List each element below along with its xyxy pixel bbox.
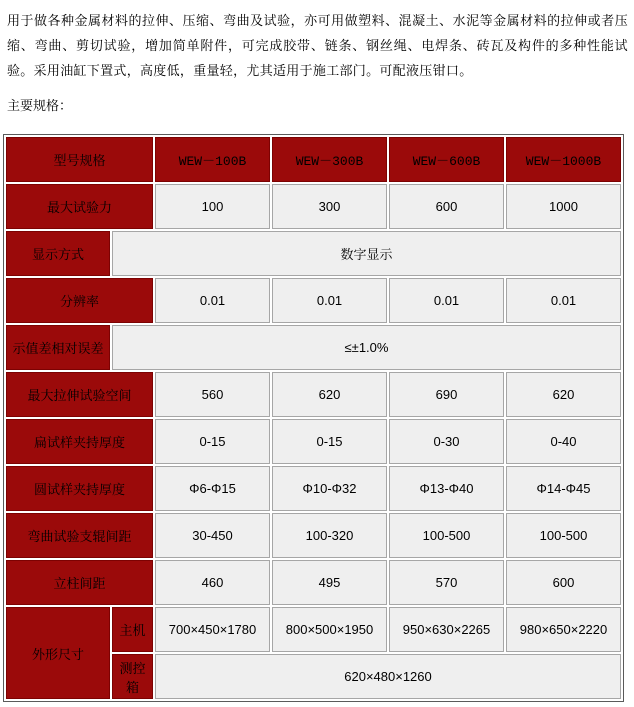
round-specimen-thickness-value: Φ6-Φ15: [155, 466, 270, 511]
row-label-model-spec: 型号规格: [6, 137, 153, 182]
sub-label-main-unit: 主机: [112, 607, 153, 652]
row-label-flat-specimen-thickness: 扁试样夹持厚度: [6, 419, 153, 464]
table-row-resolution: [6, 278, 621, 323]
main-unit-dimensions-value: 980×650×2220: [506, 607, 621, 652]
table-row-relative-error: [6, 325, 621, 370]
resolution-value: 0.01: [389, 278, 504, 323]
model-header-wew-100b: WEW－100B: [155, 137, 270, 182]
relative-error-value: ≤±1.0%: [112, 325, 621, 370]
specifications-table: [3, 134, 624, 702]
round-specimen-thickness-value: Φ14-Φ45: [506, 466, 621, 511]
table-row-column-spacing: [6, 560, 621, 605]
section-title-main-specs: 主要规格：: [7, 98, 73, 113]
max-test-force-value: 600: [389, 184, 504, 229]
resolution-value: 0.01: [272, 278, 387, 323]
column-spacing-value: 495: [272, 560, 387, 605]
bending-roller-span-value: 30-450: [155, 513, 270, 558]
resolution-value: 0.01: [506, 278, 621, 323]
main-unit-dimensions-value: 700×450×1780: [155, 607, 270, 652]
bending-roller-span-value: 100-500: [506, 513, 621, 558]
round-specimen-thickness-value: Φ13-Φ40: [389, 466, 504, 511]
row-label-display-mode: 显示方式: [6, 231, 110, 276]
model-header-wew-600b: WEW－600B: [389, 137, 504, 182]
row-label-max-test-force: 最大试验力: [6, 184, 153, 229]
max-tensile-space-value: 690: [389, 372, 504, 417]
control-box-dimensions-value: 620×480×1260: [155, 654, 621, 699]
column-spacing-value: 570: [389, 560, 504, 605]
row-label-column-spacing: 立柱间距: [6, 560, 153, 605]
table-row-display-mode: [6, 231, 621, 276]
display-mode-value: 数字显示: [112, 231, 621, 276]
row-label-overall-dimensions: 外形尺寸: [6, 607, 110, 699]
product-description: 用于做各种金属材料的拉伸、压缩、弯曲及试验，亦可用做塑料、混凝土、水泥等金属材料的拉伸或者压缩、弯曲、剪切试验，增加简单附件，可完成胶带、链条、钢丝绳、电焊条、砖瓦及构件的多种性能试验。采用油缸下置式，高度低，重量轻，尤其适用于施工部门。可配液压钳口。: [7, 13, 628, 78]
column-spacing-value: 600: [506, 560, 621, 605]
flat-specimen-thickness-value: 0-30: [389, 419, 504, 464]
flat-specimen-thickness-value: 0-15: [272, 419, 387, 464]
table-row-flat-specimen-thickness: [6, 419, 621, 464]
model-header-wew-1000b: WEW－1000B: [506, 137, 621, 182]
row-label-max-tensile-space: 最大拉伸试验空间: [6, 372, 153, 417]
table-row-max-test-force: [6, 184, 621, 229]
resolution-value: 0.01: [155, 278, 270, 323]
max-test-force-value: 300: [272, 184, 387, 229]
row-label-relative-error: 示值差相对误差: [6, 325, 110, 370]
row-label-round-specimen-thickness: 圆试样夹持厚度: [6, 466, 153, 511]
max-tensile-space-value: 620: [506, 372, 621, 417]
main-unit-dimensions-value: 950×630×2265: [389, 607, 504, 652]
max-tensile-space-value: 620: [272, 372, 387, 417]
flat-specimen-thickness-value: 0-40: [506, 419, 621, 464]
sub-label-control-box: 测控箱: [112, 654, 153, 699]
max-test-force-value: 1000: [506, 184, 621, 229]
bending-roller-span-value: 100-500: [389, 513, 504, 558]
model-header-wew-300b: WEW－300B: [272, 137, 387, 182]
round-specimen-thickness-value: Φ10-Φ32: [272, 466, 387, 511]
table-row-dimensions-main-unit: [6, 607, 621, 652]
row-label-bending-roller-span: 弯曲试验支辊间距: [6, 513, 153, 558]
table-row-models: [6, 137, 621, 182]
row-label-resolution: 分辨率: [6, 278, 153, 323]
table-row-bending-roller-span: [6, 513, 621, 558]
column-spacing-value: 460: [155, 560, 270, 605]
table-row-max-tensile-space: [6, 372, 621, 417]
main-unit-dimensions-value: 800×500×1950: [272, 607, 387, 652]
max-test-force-value: 100: [155, 184, 270, 229]
table-row-round-specimen-thickness: [6, 466, 621, 511]
bending-roller-span-value: 100-320: [272, 513, 387, 558]
flat-specimen-thickness-value: 0-15: [155, 419, 270, 464]
max-tensile-space-value: 560: [155, 372, 270, 417]
